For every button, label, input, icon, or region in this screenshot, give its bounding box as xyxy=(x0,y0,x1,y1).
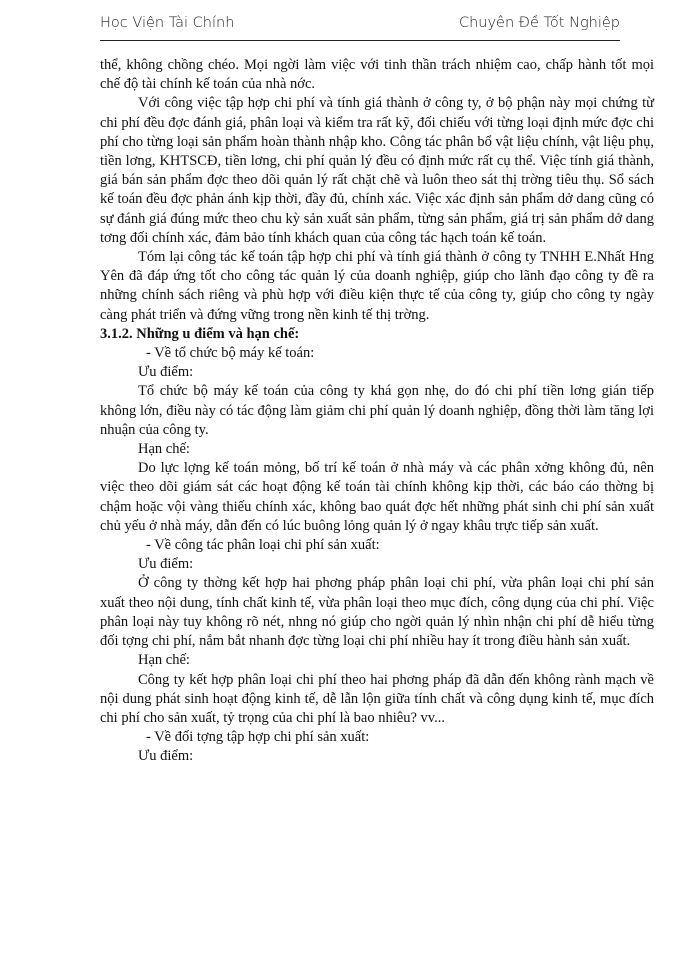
paragraph: Do lực lợng kế toán mỏng, bố trí kế toán ở nhà máy và các phân xởng không đủ, nên việc theo dõi giám sát các hoạt động kế toán tài chính không kịp thời, các báo cáo thờng bị chậm hoặc vội vàng thiếu chính xác, không bao quát đợc hết những phát sinh chi phí sản xuất chủ yếu ở nhà máy, dẫn đến có lúc buông lỏng quản lý ở ngay khâu trực tiếp sản xuất. xyxy=(100,460,654,534)
header-left: Học Viện Tài Chính xyxy=(100,15,235,31)
header-rule xyxy=(100,40,620,41)
subsection-label: - Về tổ chức bộ máy kế toán: xyxy=(146,345,315,362)
subsection-label: - Về đối tợng tập hợp chi phí sản xuất: xyxy=(146,729,370,746)
paragraph: Với công việc tập hợp chi phí và tính giá thành ở công ty, ở bộ phận này mọi chứng từ chi phí đều đợc đánh giá, phân loại và kiểm tra rất kỹ, đối chiếu với từng loại định mức đợc chi phí cho từng loại sản phẩm hoàn thành nhập kho. Công tác phân bổ vật liệu chính, vật liệu phụ, tiền lơng, KHTSCĐ, tiền lơng, chi phí quản lý đều có định mức rất cụ thể. Việc tính giá thành, giá bán sản phẩm đợc theo dõi quản lý rất chặt chẽ và luôn theo sát thị trờng tiêu thụ. Sổ sách kế toán đều đợc phản ánh kịp thời, đầy đủ, chính xác. Việc xác định sản phẩm dở dang cũng có sự đánh giá đúng mức theo chu kỳ sản xuất sản phẩm, từng sản phẩm, giá trị sản phẩm dở dang tơng đối chính xác, đảm bảo tính khách quan của công tác hạch toán kế toán. xyxy=(100,95,654,246)
advantages-label: Ưu điểm: xyxy=(138,556,194,573)
section-heading: 3.1.2. Những u điểm và hạn chế: xyxy=(100,325,300,342)
header-right: Chuyên Đề Tốt Nghiệp xyxy=(458,15,620,31)
paragraph: thể, không chồng chéo. Mọi ngời làm việc với tinh thần trách nhiệm cao, chấp hành tốt mọi chế độ tài chính kế toán của nhà nớc. xyxy=(100,57,654,93)
paragraph: Tổ chức bộ máy kế toán của công ty khá gọn nhẹ, do đó chi phí tiền lơng gián tiếp không lớn, điều này có tác động làm giảm chi phí quản lý doanh nghiệp, đồng thời làm tăng lợi nhuận của công ty. xyxy=(100,383,654,438)
subsection-label: - Về công tác phân loại chi phí sản xuất: xyxy=(146,537,380,554)
paragraph: Ở công ty thờng kết hợp hai phơng pháp phân loại chi phí, vừa phân loại chi phí sản xuất theo nội dung, tính chất kinh tế, vừa phân loại theo mục đích, công dụng của chi phí. Việc phân loại này tuy không rõ nét, nhng nó giúp cho ngời quản lý nhìn nhận chi phí dễ hiểu từng đối tợng chi phí, nắm bắt nhanh đợc từng loại chi phí nhiều hay ít trong điều hành sản xuất. xyxy=(100,575,654,650)
paragraph: Công ty kết hợp phân loại chi phí theo hai phơng pháp đã dẫn đến không rành mạch về nội dung phát sinh hoạt động kinh tế, dễ lẫn lộn giữa tính chất và công dụng kinh tế, mục đích chi phí cho sản xuất, tỷ trọng của chi phí là bao nhiêu? vv... xyxy=(100,671,654,726)
limitations-label: Hạn chế: xyxy=(138,652,190,669)
advantages-label: Ưu điểm: xyxy=(138,364,194,381)
page-header xyxy=(100,12,620,38)
advantages-label: Ưu điểm: xyxy=(138,748,194,765)
document-body xyxy=(100,56,654,767)
limitations-label: Hạn chế: xyxy=(138,441,190,458)
paragraph: Tóm lại công tác kế toán tập hợp chi phí và tính giá thành ở công ty TNHH E.Nhất Hng Yên đã đáp ứng tốt cho công tác quản lý của doanh nghiệp, giúp cho lãnh đạo công ty đề ra những chính sách riêng và phù hợp với điều kiện thực tế của công ty, giúp cho công ty ngày càng phát triển và đứng vững trong nền kinh tế thị trờng. xyxy=(100,249,654,323)
